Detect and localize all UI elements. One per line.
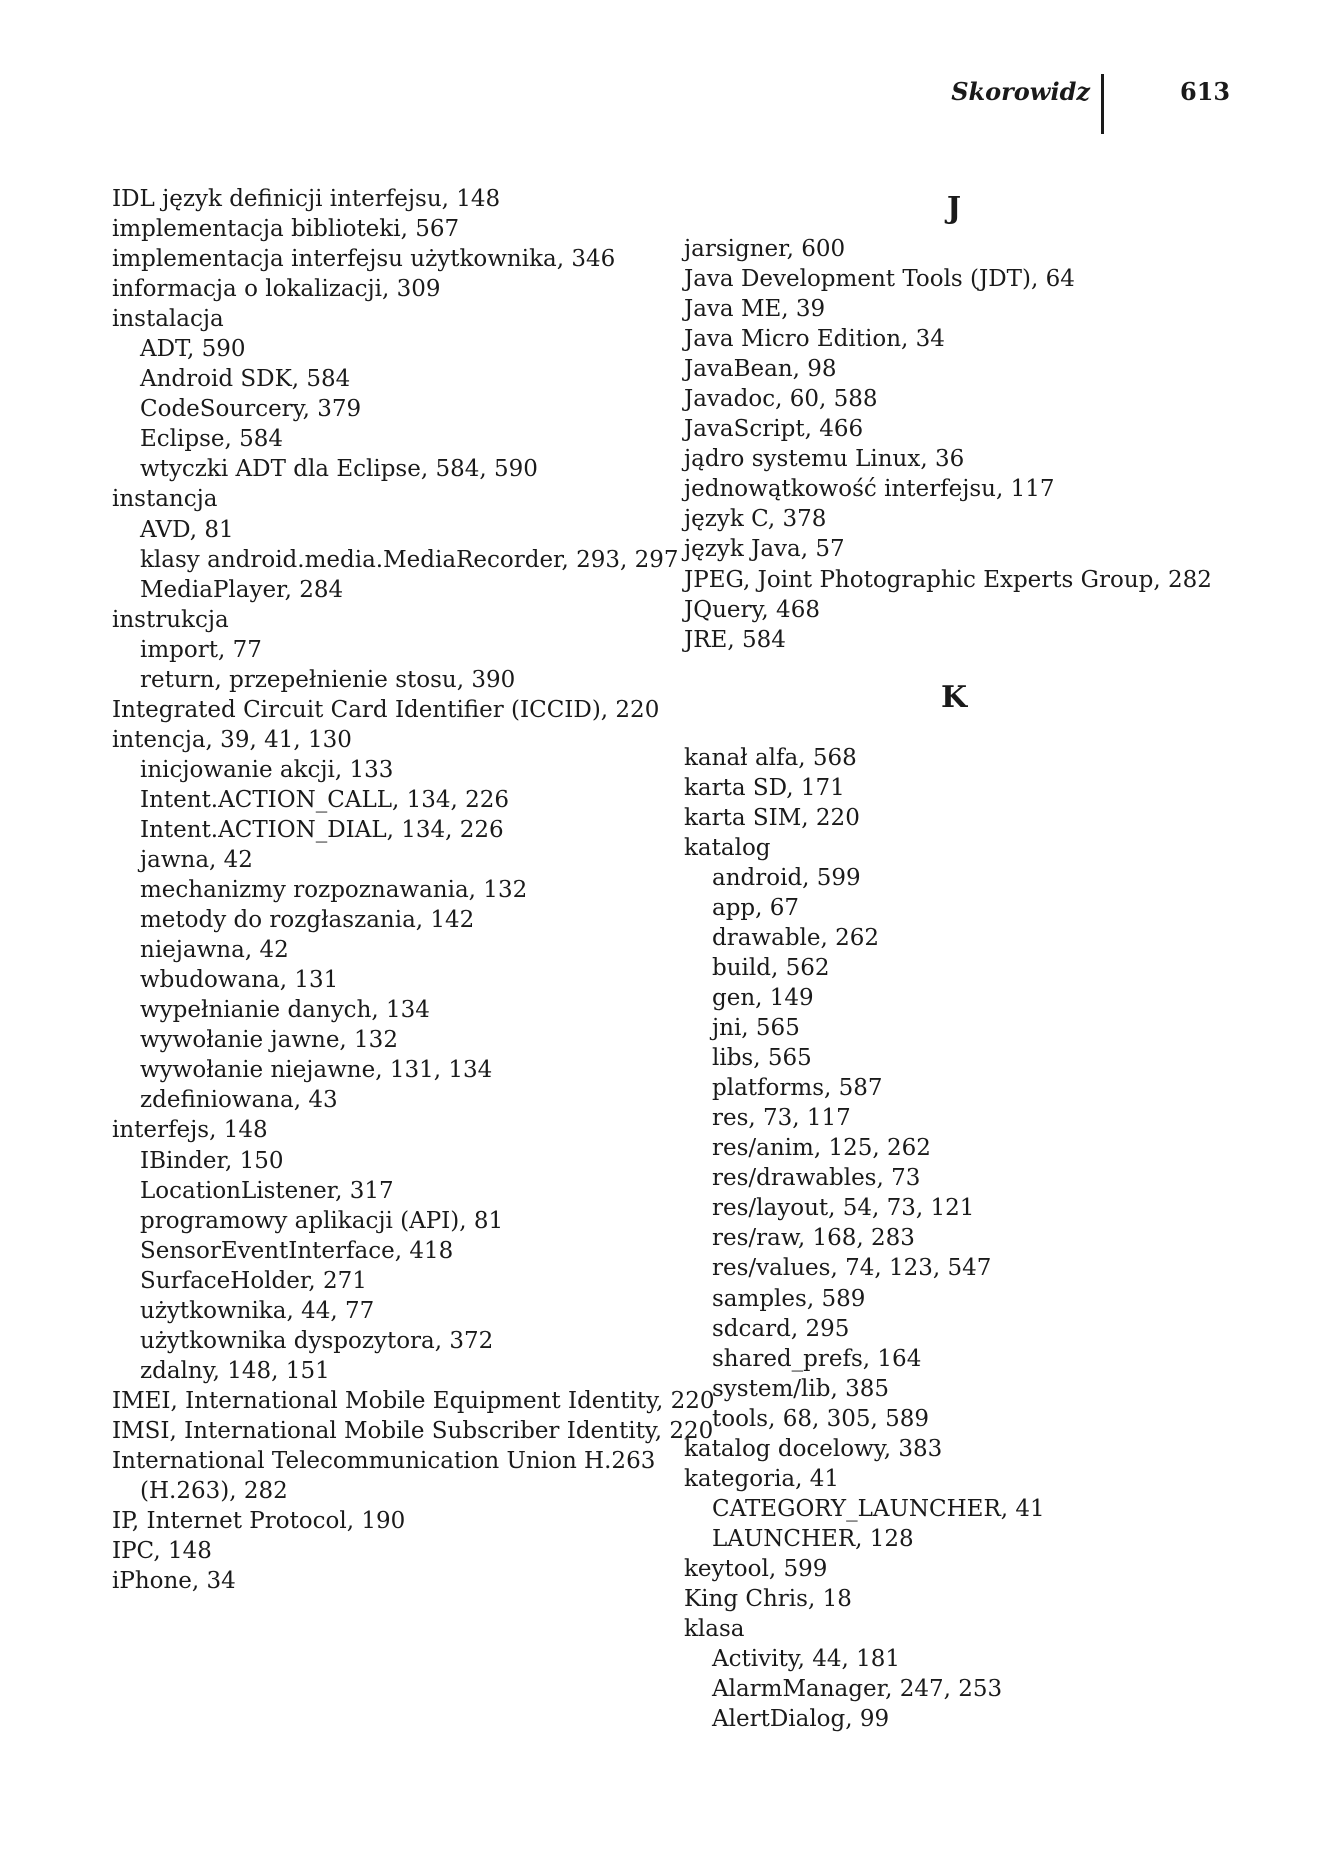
index-subentry: jawna, 42 — [140, 847, 253, 874]
index-entry: instalacja — [112, 306, 224, 333]
index-subentry: inicjowanie akcji, 133 — [140, 756, 394, 783]
index-subentry: SurfaceHolder, 271 — [140, 1267, 367, 1294]
index-subentry: Android SDK, 584 — [140, 366, 351, 393]
index-entry: implementacja interfejsu użytkownika, 346 — [112, 246, 616, 273]
index-entry: Java Micro Edition, 34 — [684, 326, 945, 353]
index-entry: instancja — [112, 486, 218, 513]
index-subentry: Activity, 44, 181 — [712, 1646, 901, 1673]
header-divider — [1101, 74, 1104, 134]
index-subentry: AVD, 81 — [140, 516, 234, 543]
index-subentry: zdalny, 148, 151 — [140, 1357, 330, 1384]
index-entry: jarsigner, 600 — [684, 236, 846, 262]
index-entry: karta SIM, 220 — [684, 804, 860, 831]
index-subentry: libs, 565 — [712, 1045, 812, 1072]
index-subentry: drawable, 262 — [712, 924, 880, 951]
index-subentry: użytkownika dyspozytora, 372 — [140, 1327, 494, 1354]
index-entry: IMSI, International Mobile Subscriber Identity, 220 — [112, 1417, 714, 1444]
index-entry: iPhone, 34 — [112, 1568, 236, 1595]
index-subentry: CATEGORY_LAUNCHER, 41 — [712, 1495, 1045, 1522]
index-entry: Integrated Circuit Card Identifier (ICCID), 220 — [112, 696, 660, 723]
section-k-entries — [684, 743, 1244, 1735]
page-number: 613 — [1180, 77, 1231, 106]
index-subentry: MediaPlayer, 284 — [140, 576, 344, 603]
index-subentry: SensorEventInterface, 418 — [140, 1237, 454, 1264]
index-entry: Java Development Tools (JDT), 64 — [684, 266, 1075, 293]
index-entry: jednowątkowość interfejsu, 117 — [684, 476, 1055, 503]
page-header — [0, 74, 1322, 134]
index-subentry: zdefiniowana, 43 — [140, 1087, 338, 1114]
index-subentry: build, 562 — [712, 954, 830, 981]
index-entry: International Telecommunication Union H.263 — [112, 1447, 656, 1474]
index-subentry: app, 67 — [712, 894, 800, 921]
index-subentry: return, przepełnienie stosu, 390 — [140, 666, 516, 693]
index-entry: King Chris, 18 — [684, 1585, 852, 1612]
index-subentry: gen, 149 — [712, 985, 814, 1012]
running-title: Skorowidz — [951, 77, 1090, 106]
index-subentry: sdcard, 295 — [712, 1315, 850, 1342]
index-subentry: res/layout, 54, 73, 121 — [712, 1195, 975, 1222]
section-letter-j: J — [946, 191, 962, 226]
index-entry: karta SD, 171 — [684, 774, 845, 801]
index-subentry: wypełnianie danych, 134 — [140, 997, 430, 1024]
index-subentry: res/values, 74, 123, 547 — [712, 1255, 992, 1282]
index-entry: keytool, 599 — [684, 1555, 828, 1582]
index-entry: JavaBean, 98 — [684, 356, 837, 383]
index-entry: IPC, 148 — [112, 1538, 212, 1565]
index-entry: JRE, 584 — [684, 626, 786, 653]
index-column-right — [684, 184, 1244, 1734]
index-entry: IP, Internet Protocol, 190 — [112, 1508, 406, 1535]
index-subentry: Eclipse, 584 — [140, 426, 284, 453]
index-subentry: wbudowana, 131 — [140, 967, 339, 994]
index-subentry: wywołanie jawne, 132 — [140, 1027, 398, 1054]
index-entry: kategoria, 41 — [684, 1465, 840, 1492]
index-entry: katalog docelowy, 383 — [684, 1435, 943, 1462]
index-entry: język C, 378 — [684, 506, 827, 533]
index-subentry: system/lib, 385 — [712, 1375, 889, 1402]
index-entry: jądro systemu Linux, 36 — [684, 446, 965, 473]
index-subentry: jni, 565 — [712, 1015, 800, 1042]
index-subentry: klasy android.media.MediaRecorder, 293, 297 — [140, 546, 679, 573]
index-column-left — [112, 184, 715, 1596]
index-entry: Javadoc, 60, 588 — [684, 386, 878, 413]
index-subentry: Intent.ACTION_CALL, 134, 226 — [140, 786, 510, 813]
index-entry: JavaScript, 466 — [684, 416, 864, 443]
section-j-entries — [684, 234, 1244, 655]
index-entry: implementacja biblioteki, 567 — [112, 216, 460, 243]
index-subentry: res/anim, 125, 262 — [712, 1135, 931, 1162]
index-subentry: res, 73, 117 — [712, 1105, 851, 1132]
index-subentry: AlertDialog, 99 — [712, 1706, 890, 1733]
index-subentry: wtyczki ADT dla Eclipse, 584, 590 — [140, 456, 538, 483]
index-entry: język Java, 57 — [684, 536, 845, 563]
index-entry: kanał alfa, 568 — [684, 744, 857, 771]
index-subentry: android, 599 — [712, 864, 861, 891]
index-entry: katalog — [684, 834, 771, 861]
index-subentry: Intent.ACTION_DIAL, 134, 226 — [140, 816, 504, 843]
index-subentry: res/drawables, 73 — [712, 1165, 921, 1192]
index-subentry: IBinder, 150 — [140, 1147, 284, 1174]
index-entry: JQuery, 468 — [684, 596, 820, 623]
index-subentry: LAUNCHER, 128 — [712, 1525, 914, 1552]
index-subentry: użytkownika, 44, 77 — [140, 1297, 375, 1324]
index-subentry: shared_prefs, 164 — [712, 1345, 922, 1372]
index-subentry: AlarmManager, 247, 253 — [712, 1676, 1003, 1703]
index-entry: Java ME, 39 — [684, 296, 826, 323]
index-entry: intencja, 39, 41, 130 — [112, 726, 352, 753]
index-subentry: platforms, 587 — [712, 1075, 883, 1102]
index-subentry: programowy aplikacji (API), 81 — [140, 1207, 504, 1234]
section-letter-k: K — [940, 679, 968, 715]
index-subentry: ADT, 590 — [140, 336, 246, 363]
index-subentry: (H.263), 282 — [140, 1478, 288, 1505]
index-entry: informacja o lokalizacji, 309 — [112, 276, 441, 303]
index-subentry: res/raw, 168, 283 — [712, 1225, 915, 1252]
index-subentry: metody do rozgłaszania, 142 — [140, 907, 475, 934]
index-entry: IDL język definicji interfejsu, 148 — [112, 186, 501, 212]
index-subentry: import, 77 — [140, 636, 262, 663]
index-entry: instrukcja — [112, 606, 229, 633]
index-subentry: CodeSourcery, 379 — [140, 396, 362, 423]
index-subentry: LocationListener, 317 — [140, 1177, 394, 1204]
index-subentry: niejawna, 42 — [140, 937, 289, 964]
index-subentry: tools, 68, 305, 589 — [712, 1405, 930, 1432]
index-subentry: mechanizmy rozpoznawania, 132 — [140, 877, 528, 904]
index-subentry: wywołanie niejawne, 131, 134 — [140, 1057, 493, 1084]
index-entry: IMEI, International Mobile Equipment Identity, 220 — [112, 1387, 715, 1414]
index-subentry: samples, 589 — [712, 1285, 866, 1312]
index-entry: interfejs, 148 — [112, 1117, 268, 1144]
index-entry: klasa — [684, 1616, 745, 1643]
index-entry: JPEG, Joint Photographic Experts Group, 282 — [684, 566, 1212, 593]
